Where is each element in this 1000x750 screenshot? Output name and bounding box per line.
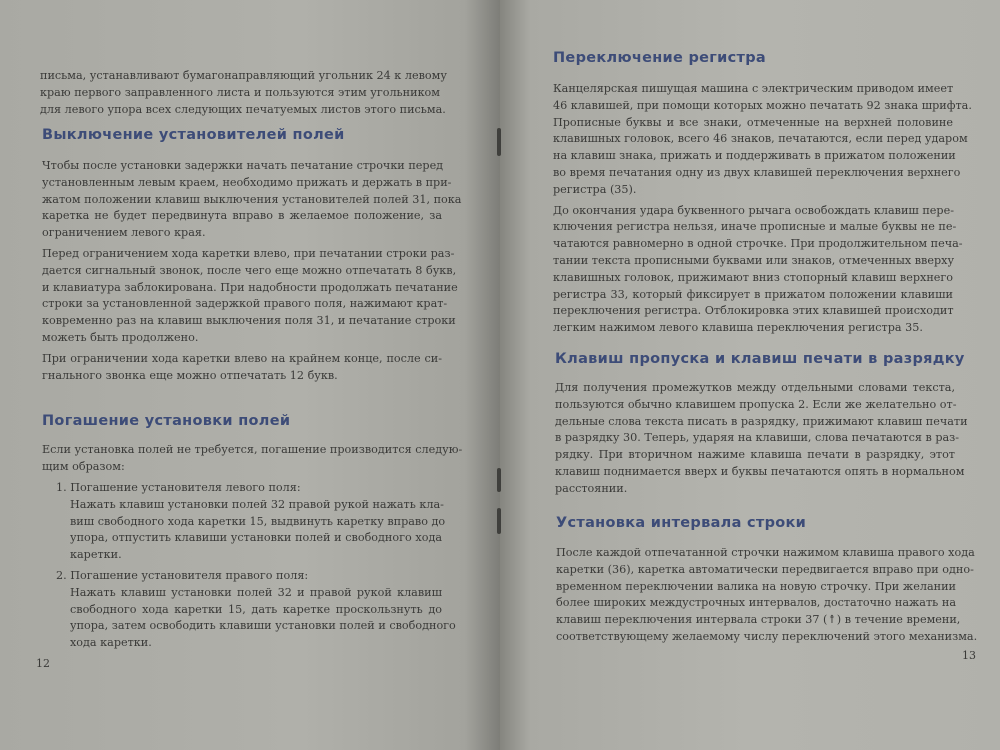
text-line: жатом положении клавиш выключения установителей полей 31, пока [42, 192, 462, 206]
page-number: 12 [36, 657, 50, 670]
text-line: ковременно раз на клавиш выключения поля 31, и печатание строки [42, 314, 456, 328]
text-line: клавишных головок, прижимают вниз стопорный клавиш верхнего [553, 270, 953, 284]
paragraph [70, 497, 446, 564]
text-line: временном переключении валика на новую строчку. При желании [556, 579, 956, 593]
text-line: дается сигнальный звонок, после чего еще можно отпечатать 8 букв, [42, 263, 457, 277]
text-line: рядку. При вторичном нажиме клавиша печати в разрядку, этот [555, 448, 955, 462]
text-line: регистра 33, который фиксирует в прижатом положении клавиши [553, 287, 953, 301]
text-line: тании текста прописными буквами или знаков, отмеченных вверху [553, 253, 955, 267]
text-line: Канцелярская пишущая машина с электрическим приводом имеет [553, 82, 954, 95]
text-line: во время печатания одну из двух клавишей переключения верхнего [553, 165, 961, 179]
paragraph [40, 68, 447, 118]
text-line: При ограничении хода каретки влево на крайнем конце, после си- [42, 351, 442, 365]
text-line: каретки. [70, 548, 122, 562]
text-line: можеть быть продолжено. [42, 330, 199, 344]
list-item-title: 2. Погашение установителя правого поля: [56, 568, 309, 582]
paragraph [70, 585, 456, 652]
text-line: клавишных головок, всего 46 знаков, печатаются, если перед ударом [553, 132, 968, 146]
right-page [500, 0, 1000, 750]
text-line: письма, устанавливают бумагонаправляющий угольник 24 к левому [40, 69, 447, 82]
section-body [42, 442, 463, 480]
text-line: переключения регистра. Отблокировка этих клавишей происходит [553, 304, 954, 318]
text-line: 46 клавишей, при помощи которых можно печатать 92 знака шрифта. [553, 98, 972, 112]
text-line: После каждой отпечатанной строчки нажимом клавиша правого хода [556, 546, 975, 559]
text-line: упора, отпустить клавиши установки полей и свободного хода [70, 531, 442, 545]
staple [497, 508, 501, 534]
text-line: Для получения промежутков между отдельными словами текста, [555, 381, 955, 394]
staple [497, 468, 501, 492]
text-line: клавиш переключения интервала строки 37 (↟) в течение времени, [556, 613, 961, 627]
text-line: строки за установленной задержкой правого поля, нажимают крат- [42, 297, 448, 311]
text-line: дельные слова текста писать в разрядку, прижимают клавиш печати [555, 414, 968, 428]
text-line: расстоянии. [555, 481, 628, 495]
text-line: установленным левым краем, необходимо прижать и держать в при- [42, 175, 452, 189]
text-line: каретки (36), каретка автоматически передвигается вправо при одно- [556, 562, 974, 576]
text-line: легким нажимом левого клавиша переключения регистра 35. [553, 321, 923, 335]
section-body [42, 158, 462, 388]
text-line: виш свободного хода каретки 15, выдвинуть каретку вправо до [70, 514, 446, 528]
page-number: 13 [962, 649, 976, 662]
paragraph [42, 351, 442, 385]
text-line: хода каретки. [70, 636, 152, 650]
list-item-text [42, 585, 456, 652]
text-line: Нажать клавиш установки полей 32 и правой рукой клавиш [70, 585, 442, 599]
text-line: Если установка полей не требуется, погашение производится следую- [42, 443, 463, 456]
text-line: более широких междустрочных интервалов, достаточно нажать на [556, 596, 956, 610]
paragraph [42, 158, 462, 242]
paragraph [42, 246, 458, 347]
text-line: краю первого заправленного листа и пользуются этим угольником [40, 85, 440, 99]
text-line: свободного хода каретки 15, дать каретке проскользнуть до [70, 602, 442, 616]
paragraph [555, 380, 968, 498]
text-line: регистра (35). [553, 182, 637, 196]
section-heading: Переключение регистра [553, 50, 767, 66]
text-line: Перед ограничением хода каретки влево, при печатании строки раз- [42, 246, 455, 260]
section-body [555, 380, 968, 502]
text-line: упора, затем освободить клавиши установки полей и свободного [70, 619, 456, 633]
section-heading: Погашение установки полей [42, 413, 291, 429]
text-line: Нажать клавиш установки полей 32 правой рукой нажать кла- [70, 497, 444, 511]
numbered-list [42, 480, 456, 656]
paragraph [553, 81, 972, 199]
text-line: ключения регистра нельзя, иначе прописные и малые буквы не пе- [553, 220, 957, 234]
text-line: щим образом: [42, 459, 125, 473]
text-line: каретка не будет передвинута вправо в желаемое положение, за [42, 209, 442, 223]
list-item-text [42, 497, 446, 564]
text-line: для левого упора всех следующих печатуемых листов этого письма. [40, 102, 446, 116]
paragraph [553, 203, 963, 337]
staple [497, 128, 501, 156]
list-item-title: 1. Погашение установителя левого поля: [56, 481, 301, 494]
section-heading: Установка интервала строки [556, 515, 807, 531]
section-heading: Выключение установителей полей [42, 127, 345, 143]
text-line: в разрядку 30. Теперь, ударяя на клавиши, слова печатаются в раз- [555, 431, 960, 445]
text-line: чатаются равномерно в одной строчке. При продолжительном печа- [553, 237, 963, 251]
text-line: ограничением левого края. [42, 226, 206, 240]
paragraph [42, 442, 463, 476]
intro-text [40, 68, 447, 122]
section-body [553, 81, 972, 341]
text-line: клавиш поднимается вверх и буквы печатаются опять в нормальном [555, 464, 965, 478]
text-line: и клавиатура заблокирована. При надобности продолжать печатание [42, 280, 458, 294]
section-body [556, 545, 978, 650]
text-line: Чтобы после установки задержки начать печатание строчки перед [42, 159, 444, 172]
text-line: Прописные буквы и все знаки, отмеченные на верхней половине [553, 115, 953, 129]
text-line: на клавиш знака, прижать и поддерживать в прижатом положении [553, 149, 956, 163]
section-heading: Клавиш пропуска и клавиш печати в разрядку [555, 351, 965, 367]
text-line: пользуются обычно клавишем пропуска 2. Если же желательно от- [555, 397, 957, 411]
text-line: соответствующему желаемому числу переключений этого механизма. [556, 629, 978, 643]
text-line: До окончания удара буквенного рычага освобождать клавиш пере- [553, 203, 954, 217]
paragraph [556, 545, 978, 646]
text-line: гнального звонка еще можно отпечатать 12 букв. [42, 368, 338, 382]
